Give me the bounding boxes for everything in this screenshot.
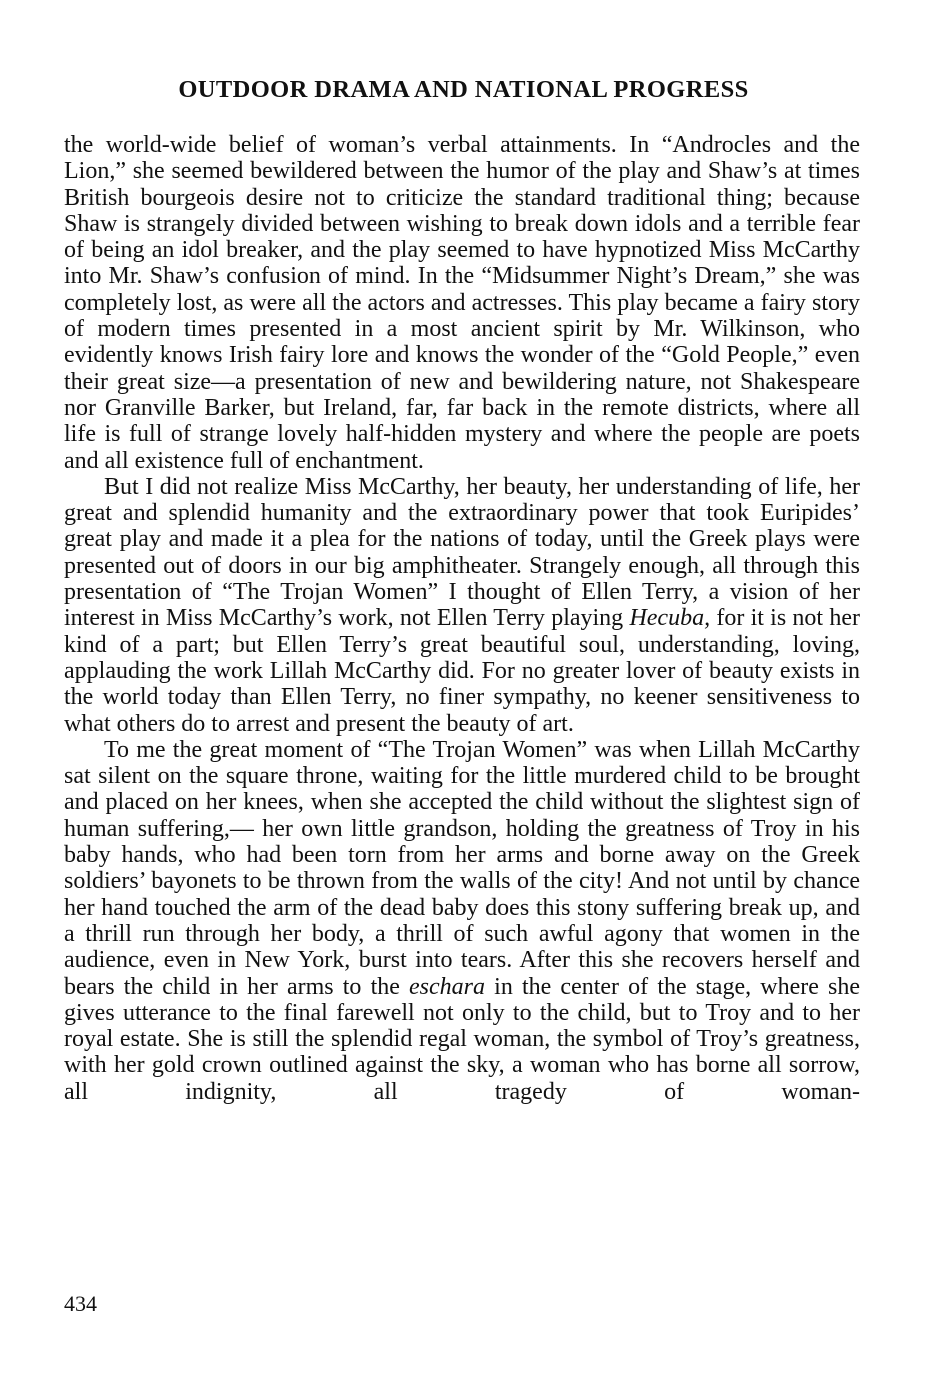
paragraph-1-text: the world-wide belief of woman’s verbal attainments. In “Androcles and the Lion,” she seemed bewildered between the humor of the play and Shaw’s at times British bourgeois desire not to criticize the standard traditional thing; because Shaw is strangely divided between wishing to break down idols and a terrible fear of being an idol breaker, and the play seemed to have hypnotized Miss McCarthy into Mr. Shaw’s confusion of mind. In the “Midsummer Night’s Dream,” she was completely lost, as were all the actors and actresses. This play became a fairy story of modern times presented in a most ancient spirit by Mr. Wilkinson, who evidently knows Irish fairy lore and knows the wonder of the “Gold People,” even their great size—a presentation of new and bewildering nature, not Shakespeare nor Granville Barker, but Ireland, far, far back in the remote districts, where all life is full of strange lovely half-hidden mystery and where the people are poets and all existence full of enchantment.	[64, 132, 860, 474]
paragraph-3-text-b: in the center of the stage, where she gives utterance to the final farewell not only to the child, but to Troy and to her royal estate. She is still the splendid regal woman, the symbol of Troy’s greatness, with her gold crown outlined against the sky, a woman who has borne all sorrow, all indignity, all tragedy of woman-	[64, 973, 860, 1105]
running-head: OUTDOOR DRAMA AND NATIONAL PROGRESS	[178, 76, 749, 103]
page-number: 434	[64, 1291, 97, 1316]
body-text	[64, 132, 860, 1105]
paragraph-2-text-b: for it is not her kind of a part; but Ellen Terry’s great beautiful soul, understanding, loving, applauding the work Lillah McCarthy did. For no greater lover of beauty exists in the world today than Ellen Terry, no finer sympathy, no keener sensitiveness to what others do to arrest and present the beauty of art.	[64, 605, 860, 737]
paragraph-3-text-a: To me the great moment of “The Trojan Women” was when Lillah McCarthy sat silent on the square throne, waiting for the little murdered child to be brought and placed on her knees, when she accepted the child without the slightest sign of human suffering,— her own little grandson, holding the greatness of Troy in his baby hands, who had been torn from her arms and borne away on the Greek soldiers’ bayonets to be thrown from the walls of the city! And not until by chance her hand touched the arm of the dead baby does this stony suffering break up, and a thrill run through her body, a thrill of such awful agony that women in the audience, even in New York, burst into tears. After this she recovers herself and bears the child in her arms to the	[64, 736, 860, 1000]
paragraph-3	[64, 737, 860, 1105]
paragraph-1	[64, 132, 860, 474]
paragraph-2	[64, 474, 860, 737]
paragraph-2-italic-hecuba: Hecuba,	[629, 605, 711, 632]
paragraph-3-italic-eschara: eschara	[409, 973, 486, 1000]
paragraph-2-text-a: But I did not realize Miss McCarthy, her beauty, her understanding of life, her great and splendid humanity and the extraordinary power that took Euripides’ great play and made it a plea for the nations of today, until the Greek plays were presented out of doors in our big amphitheater. Strangely enough, all through this presentation of “The Trojan Women” I thought of Ellen Terry, a vision of her interest in Miss McCarthy’s work, not Ellen Terry playing	[64, 473, 860, 632]
